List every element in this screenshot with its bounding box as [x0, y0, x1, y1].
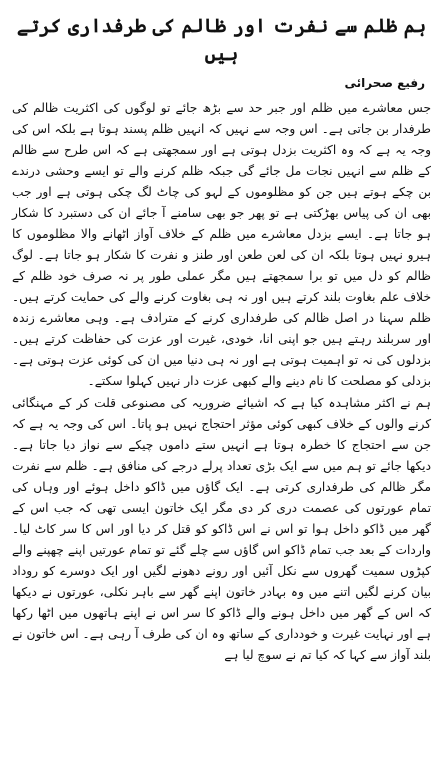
- article-author: رفیع صحرائی: [344, 76, 425, 90]
- article-paragraph-2: ہم نے اکثر مشاہدہ کیا ہے کہ اشیائے ضروریہ کی مصنوعی قلت کر کے مہنگائی کرنے والوں کے خلاف کبھی کوئی مؤثر احتجاج نہیں ہو پاتا۔ اس کی وجہ یہ ہے کہ جن سے احتجاج کا خطرہ ہوتا ہے انہیں ستے داموں چیکے سے نواز دیا جاتا ہے۔ دیکھا جائے تو ہم میں سے ایک بڑی تعداد پرلے درجے کی منافق ہے۔ ظلم سے نفرت مگر ظالم کی طرفداری کرتی ہے۔ ایک گاؤں میں ڈاکو داخل ہوئے اور وہاں کی تمام عورتوں کی عصمت دری کر دی مگر ایک خاتون ایسی تھی کہ جب اس کے گھر میں ڈاکو داخل ہوا تو اس نے اس ڈاکو کو قتل کر دیا اور اس کا سر کاٹ لیا۔ واردات کے بعد جب تمام ڈاکو اس گاؤں سے چلے گئے تو تمام عورتیں اپنے چھپنے والے کپڑوں سمیت گھروں سے نکل آئیں اور رونے دھونے لگیں اور ایک دوسرے کو روداد بیان کرنے لگیں اتنے میں وہ بہادر خاتون اپنے گھر سے باہر نکلی، عورتوں نے دیکھا کہ اس کے گھر میں داخل ہونے والے ڈاکو کا سر اس نے اپنے ہاتھوں میں اٹھا رکھا ہے اور نہایت غیرت و خودداری کے ساتھ وہ ان کی طرف آ رہی ہے۔ اس خاتون نے بلند آواز سے کہا کہ کیا تم نے سوچ لیا ہے: [12, 396, 431, 662]
- article-title: ہم ظلم سے نفرت اور ظالم کی طرفداری کرتے ہیں: [16, 15, 427, 65]
- article-paragraph-1: جس معاشرے میں ظلم اور جبر حد سے بڑھ جائے تو لوگوں کی اکثریت ظالم کی طرفدار بن جاتی ہے۔ اس وجہ سے نہیں کہ انہیں ظلم پسند ہوتا ہے بلکہ اس کی وجہ یہ ہے کہ وہ اکثریت بزدل ہوتی ہے اور سمجھتی ہے کہ اس طرح سے ظالم کے ظلم سے انہیں نجات مل جائے گی جبکہ ظلم کرنے والے تو ایسے وحشی درندے بن چکے ہوتے ہیں جن کو مظلوموں کے لہو کی چاٹ لگ چکی ہوتی ہے اور جب بھی ان کی پیاس بھڑکتی ہے تو پھر جو بھی سامنے آ جائے ان کی دستبرد کا شکار ہو جاتا ہے۔ ایسے بزدل معاشرے میں ظلم کے خلاف آواز اٹھانے والا مظلوموں کا ہیرو نہیں ہوتا بلکہ ان کی لعن طعن اور طنز و نفرت کا شکار ہو جاتا ہے۔ لوگ ظالم کو دل میں تو برا سمجھتے ہیں مگر عملی طور پر نہ صرف خود ظلم کے خلاف علم بغاوت بلند کرتے ہیں اور نہ ہی بغاوت کرنے والے کی حمایت کرتے ہیں۔ ظلم سہنا در اصل ظالم کی طرفداری کرنے کے مترادف ہے۔ وہی معاشرے زندہ اور سربلند رہتے ہیں جو اپنی انا، خودی، غیرت اور عزت کی حفاظت کرتے ہیں۔ بزدلوں کی نہ تو اہمیت ہوتی ہے اور نہ ہی دنیا میں ان کی کوئی عزت ہوتی ہے۔ بزدلی کو مصلحت کا نام دینے والے کبھی عزت دار نہیں کہلوا سکتے۔: [12, 101, 431, 388]
